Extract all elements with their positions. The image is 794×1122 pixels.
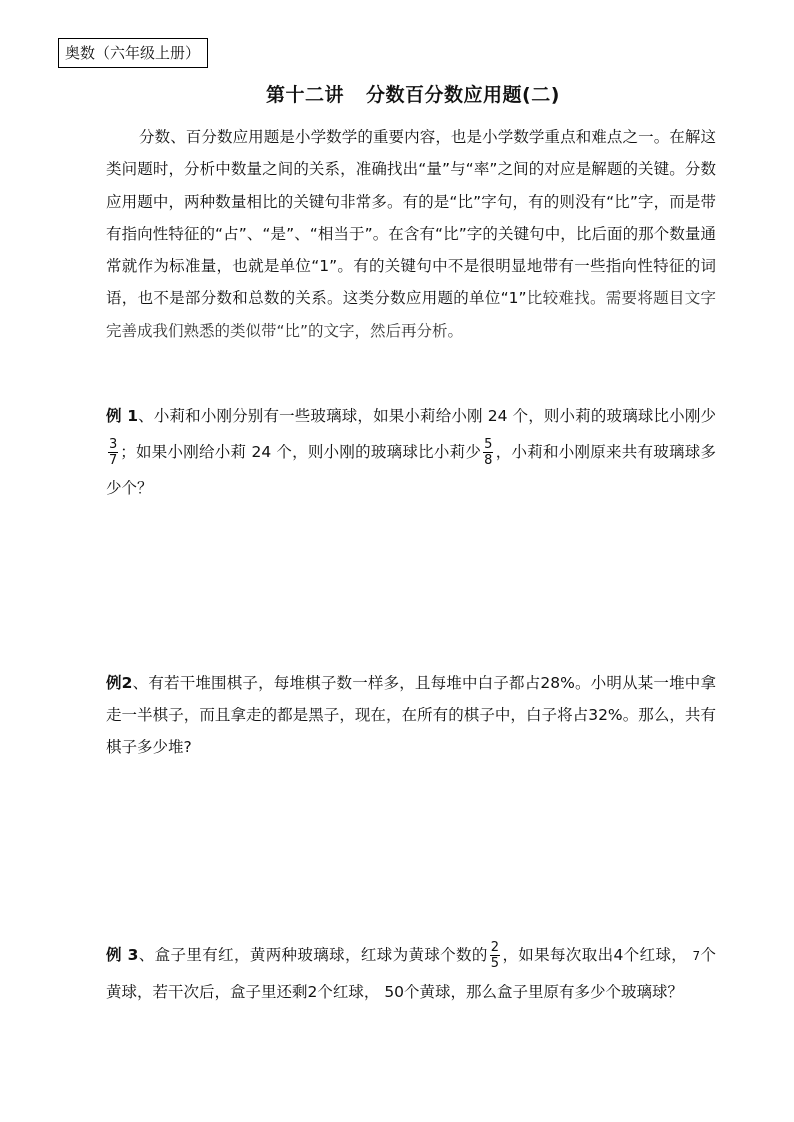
example-3-text-a: 、盒子里有红，黄两种玻璃球，红球为黄球个数的 (138, 946, 488, 964)
example-2-label: 例2 (106, 674, 133, 692)
example-3-number-7: 7 (692, 949, 701, 963)
example-3-label: 例 3 (106, 946, 139, 964)
example-1-text-c: ，小莉和小刚原来共有玻璃球多少个？ (106, 443, 716, 497)
fraction-numerator: 5 (484, 437, 493, 452)
example-1-text-b: ；如果小刚给小莉 24 个，则小刚的玻璃球比小莉少 (120, 443, 482, 461)
fraction-numerator: 2 (490, 940, 500, 955)
fraction-denominator: 5 (490, 956, 500, 971)
fraction-denominator: 7 (109, 453, 118, 468)
intro-paragraph (106, 121, 716, 347)
example-3-text-d: 50个黄球，那么盒子里原有多少个玻璃球？ (384, 983, 684, 1001)
fraction-denominator: 8 (484, 453, 493, 468)
example-3-text-c: 个黄球，若干次后，盒子里还剩2个红球， (106, 946, 716, 1001)
fraction-numerator: 3 (109, 437, 118, 452)
lecture-topic: 分数百分数应用题(二) (366, 84, 560, 106)
example-1 (106, 398, 716, 506)
page-title (266, 80, 560, 107)
example-2 (106, 667, 716, 763)
lecture-number: 第十二讲 (266, 84, 345, 106)
intro-main: 分数、百分数应用题是小学数学的重要内容，也是小学数学重点和难点之一。在解这类问题时，分析中数量之间的关系，准确找出“量”与“率”之间的对应是解题的关键。分数应用题中，两种数量相比的关键句非常多。有的是“比”字句，有的则没有“比”字，而是带有指向性特征的“占”、“是”、“相当于”。在含有“比”字的关键句中，比后面的那个数量通常就作为标准量，也就是单位“1”。有的关键句中不是很明显地带有一些指向性特征的词语，也不是部分数和总数的关系。这类分数应用题的单位“1” (106, 128, 716, 308)
intro-tail: 比较难找。需要将题目文字完善成我们熟悉的类似带“比”的文字，然后再分析。 (106, 289, 716, 340)
example-1-text-a: 、小莉和小刚分别有一些玻璃球，如果小莉给小刚 24 个，则小莉的玻璃球比小刚少 (138, 407, 716, 425)
example-3-text-b: ，如果每次取出4个红球， (502, 946, 688, 964)
grade-tag: 奥数（六年级上册） (58, 38, 208, 68)
fraction-3-7 (108, 437, 118, 468)
example-3 (106, 937, 716, 1010)
fraction-5-8 (483, 437, 493, 468)
fraction-2-5 (490, 940, 500, 971)
example-1-label: 例 1 (106, 407, 139, 425)
example-2-text: 、有若干堆围棋子，每堆棋子数一样多，且每堆中白子都占28%。小明从某一堆中拿走一半棋子，而且拿走的都是黑子，现在，在所有的棋子中，白子将占32%。那么，共有棋子多少堆? (106, 674, 716, 756)
